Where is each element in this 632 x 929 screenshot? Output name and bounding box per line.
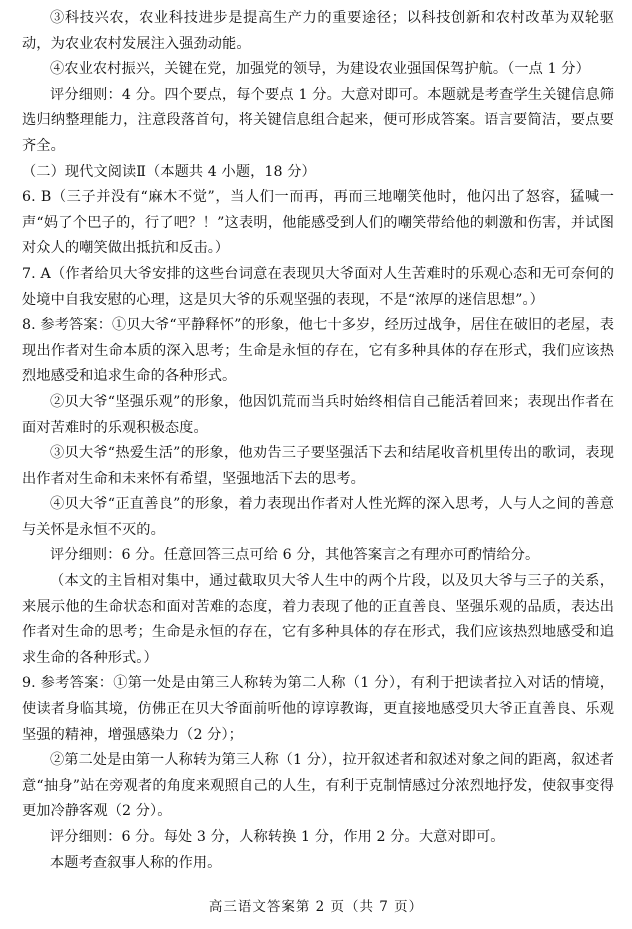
question-9-note: 本题考查叙事人称的作用。 (50, 854, 222, 871)
question-8-point-3: ③贝大爷“热爱生活”的形象，他劝告三子要坚强活下去和结尾收音机里传出的歌词，表现出作者对生命和未来怀有希望，坚强地活下去的思考。 (22, 445, 614, 487)
question-9-scoring: 评分细则：6 分。每处 3 分，人称转换 1 分，作用 2 分。大意对即可。 (50, 829, 505, 845)
question-6: 6. B（三子并没有“麻木不觉”，当人们一而再，再而三地嘲笑他时，他闪出了怒容，猛喊一声“妈了个巴子的，行了吧？！”这表明，他能感受到人们的嘲笑带给他的刺激和伤害，并试图对众人的嘲笑做出抵抗和反击。） (22, 189, 614, 257)
question-7: 7. A（作者给贝大爷安排的这些台词意在表现贝大爷面对人生苦难时的乐观心态和无可奈何的处境中自我安慰的心理，这是贝大爷的乐观坚强的表现，不是“浓厚的迷信思想”。） (22, 265, 614, 308)
question-9: 9. 参考答案：①第一处是由第三人称转为第二人称（1 分），有利于把读者拉入对话的情境，使读者身临其境，仿佛正在贝大爷面前听他的谆谆教诲，更直接地感受贝大爷正直善良、乐观坚强的精神，增强感染力（2 分）； (22, 675, 614, 743)
document-body (22, 6, 614, 876)
paragraph-1: ③科技兴农，农业科技进步是提高生产力的重要途径；以科技创新和农村改革为双轮驱动，为农业农村发展注入强劲动能。 (22, 10, 614, 52)
page-footer: 高三语文答案第 2 页（共 7 页） (208, 899, 424, 915)
section-heading: （二）现代文阅读Ⅱ（本题共 4 小题，18 分） (22, 163, 316, 180)
question-8-point-2: ②贝大爷“坚强乐观”的形象，他因饥荒而当兵时始终相信自己能活着回来；表现出作者在面对苦难时的乐观积极态度。 (22, 393, 614, 436)
question-8-note: （本文的主旨相对集中，通过截取贝大爷人生中的两个片段，以及贝大爷与三子的关系，来展示他的生命状态和面对苦难的态度，着力表现了他的正直善良、坚强乐观的品质，表达出作者对生命的思考；生命是永恒的存在，它有多种具体的存在形式，我们应该热烈地感受和追求生命的各种形式。） (22, 573, 614, 666)
question-8-scoring: 评分细则：6 分。任意回答三点可给 6 分，其他答案言之有理亦可酌情给分。 (50, 547, 540, 564)
paragraph-2: ④农业农村振兴，关键在党，加强党的领导，为建设农业强国保驾护航。（一点 1 分） (50, 61, 590, 78)
question-8-point-4: ④贝大爷“正直善良”的形象，着力表现出作者对人性光辉的深入思考，人与人之间的善意与关怀是永恒不灭的。 (22, 496, 614, 538)
question-9-point-2: ②第二处是由第一人称转为第三人称（1 分），拉开叙述者和叙述对象之间的距离，叙述者意“抽身”站在旁观者的角度来观照自己的人生，有利于克制情感过分浓烈地抒发，使叙事变得更加冷静客观（2 分）。 (22, 752, 614, 820)
paragraph-3: 评分细则：4 分。四个要点，每个要点 1 分。大意对即可。本题就是考查学生关键信息筛选归纳整理能力，注意段落首句，将关键信息组合起来，便可形成答案。语言要简洁，要点要齐全。 (22, 86, 614, 154)
question-8: 8. 参考答案：①贝大爷“平静释怀”的形象，他七十多岁，经历过战争，居住在破旧的老屋，表现出作者对生命本质的深入思考；生命是永恒的存在，它有多种具体的存在形式，我们应该热烈地感受和追求生命的各种形式。 (22, 317, 614, 385)
